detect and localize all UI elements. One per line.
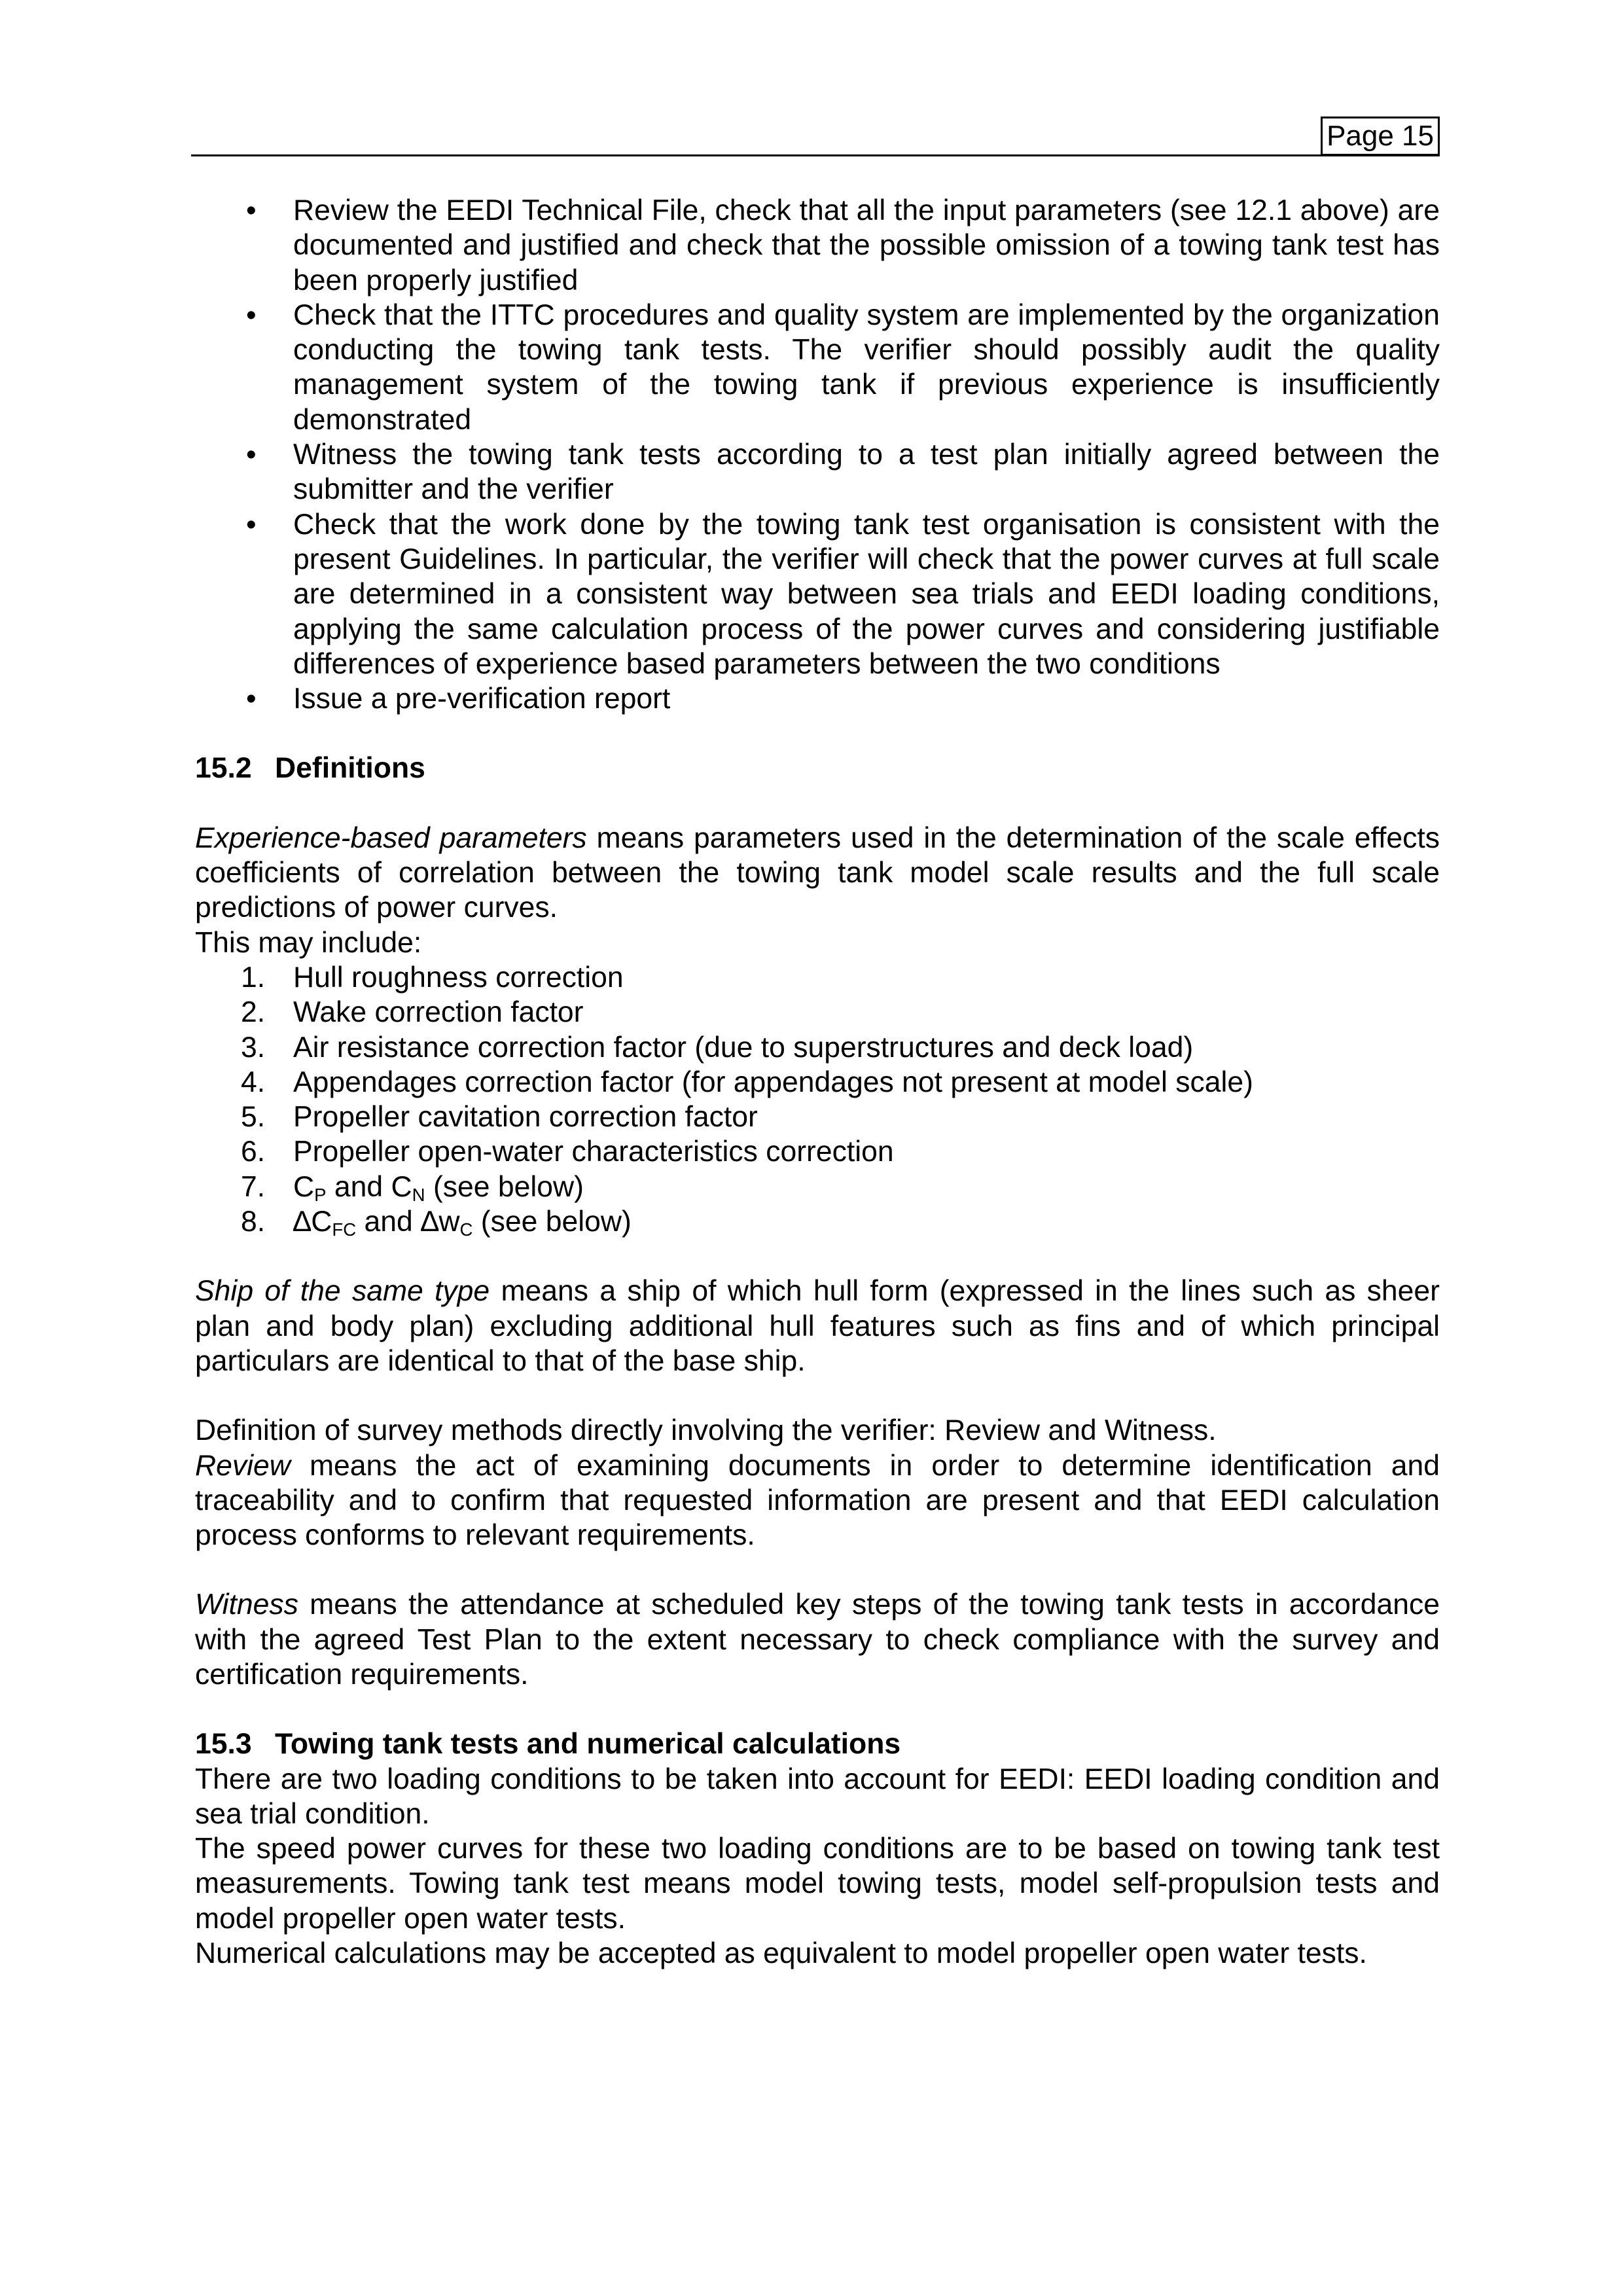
numerical-calculations-paragraph: Numerical calculations may be accepted as equivalent to model propeller open water tests. bbox=[195, 1937, 1367, 1970]
bullet-icon: • bbox=[246, 298, 257, 331]
page-number-box: Page 15 bbox=[1321, 117, 1440, 156]
list-item: 8. $\Delta C_{FC}$ and $\Delta w_C$ (see below) bbox=[241, 1206, 632, 1240]
list-item: 4. Appendages correction factor (for appendages not present at model scale) bbox=[241, 1066, 1253, 1098]
list-item: 1. Hull roughness correction bbox=[241, 961, 624, 994]
witness-definition: Witness means the attendance at scheduled key steps of the towing tank tests in accordance with the agreed Test Plan to the extent necessary to check compliance with the survey and certification requirements. bbox=[195, 1588, 1440, 1691]
list-item: 6. Propeller open-water characteristics correction bbox=[241, 1136, 894, 1168]
list-item: 2. Wake correction factor bbox=[241, 996, 584, 1029]
review-definition: Review means the act of examining documents in order to determine identification and traceability and to confirm that requested information are present and that EEDI calculation process conforms to relevant requirements. bbox=[195, 1449, 1440, 1552]
same-type-definition: Ship of the same type means a ship of which hull form (expressed in the lines such as sheer plan and body plan) excluding additional hull features such as fins and of which principal particulars are identical to that of the base ship. bbox=[195, 1275, 1440, 1377]
page-content bbox=[195, 193, 1440, 1971]
bullet-icon: • bbox=[246, 508, 257, 541]
list-item: 5. Propeller cavitation correction factor bbox=[241, 1101, 758, 1134]
bullet-icon: • bbox=[246, 683, 257, 715]
page-header bbox=[191, 117, 1440, 156]
speed-power-paragraph: The speed power curves for these two loading conditions are to be based on towing tank test measurements. Towing tank test means model towing tests, model self-propulsion tests and model propeller open water tests. bbox=[195, 1833, 1440, 1935]
experience-parameters-definition: Experience-based parameters means parameters used in the determination of the scale effects coefficients of correlation between the towing tank model scale results and the full scale predictions of power curves. bbox=[195, 821, 1440, 924]
verification-steps-list bbox=[195, 193, 1440, 716]
section-heading-15-2: 15.2 Definitions bbox=[195, 752, 425, 785]
loading-conditions-paragraph: There are two loading conditions to be taken into account for EEDI: EEDI loading condition and sea trial condition. bbox=[195, 1763, 1440, 1830]
list-item: • Review the EEDI Technical File, check that all the input parameters (see 12.1 above) are documented and justified and check that the possible omission of a towing tank test has been properly justified bbox=[246, 194, 1440, 296]
list-item: 3. Air resistance correction factor (due to superstructures and deck load) bbox=[241, 1031, 1194, 1064]
list-item: • Witness the towing tank tests according to a test plan initially agreed between the submitter and the verifier bbox=[246, 439, 1440, 506]
list-item: 7. $C_P$ and $C_N$ (see below) bbox=[241, 1170, 584, 1205]
bullet-icon: • bbox=[246, 439, 257, 471]
may-include-text: This may include: bbox=[195, 926, 422, 959]
bullet-icon: • bbox=[246, 194, 257, 226]
parameters-list bbox=[195, 960, 1440, 1239]
list-item: • Check that the work done by the towing tank test organisation is consistent with the present Guidelines. In particular, the verifier will check that the power curves at full scale are determined in a consistent way between sea trials and EEDI loading conditions, applying the same calculation process of the power curves and considering justifiable differences of experience based parameters between the two conditions bbox=[246, 508, 1440, 680]
survey-methods-text: Definition of survey methods directly involving the verifier: Review and Witness. bbox=[195, 1414, 1217, 1447]
section-heading-15-3: 15.3 Towing tank tests and numerical calculations bbox=[195, 1728, 901, 1761]
list-item: • Check that the ITTC procedures and quality system are implemented by the organization conducting the towing tank tests. The verifier should possibly audit the quality management system of the towing tank if previous experience is insufficiently demonstrated bbox=[246, 298, 1440, 436]
list-item: • Issue a pre-verification report bbox=[195, 681, 1440, 716]
